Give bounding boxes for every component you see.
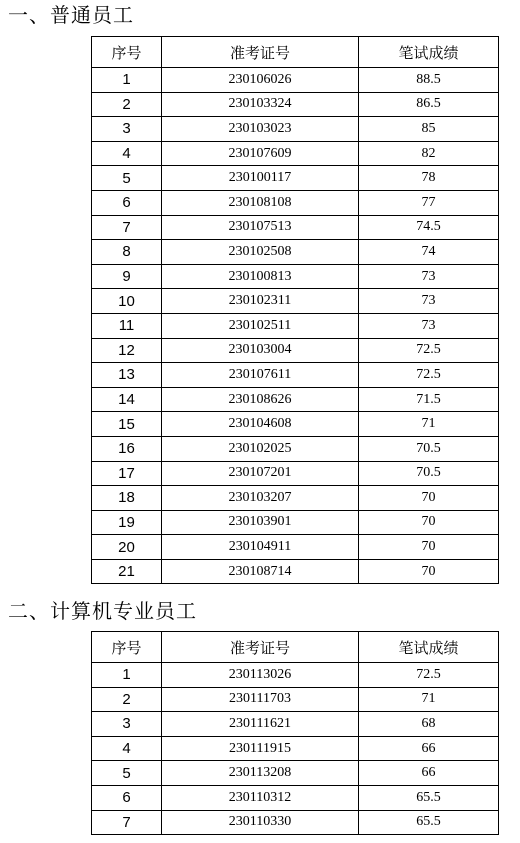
cell-written-score: 73 — [359, 313, 499, 338]
cell-exam-ticket-number: 230103901 — [162, 510, 359, 535]
cell-written-score: 72.5 — [359, 363, 499, 388]
cell-serial-number: 13 — [92, 363, 162, 388]
cell-exam-ticket-number: 230113026 — [162, 663, 359, 688]
cell-exam-ticket-number: 230103004 — [162, 338, 359, 363]
cell-written-score: 73 — [359, 264, 499, 289]
score-table-computer-staff — [91, 631, 499, 835]
cell-exam-ticket-number: 230108626 — [162, 387, 359, 412]
cell-exam-ticket-number: 230103324 — [162, 92, 359, 117]
cell-written-score: 74 — [359, 240, 499, 265]
cell-serial-number: 15 — [92, 412, 162, 437]
table-row — [92, 810, 499, 835]
cell-serial-number: 5 — [92, 166, 162, 191]
table-row — [92, 559, 499, 584]
table-row — [92, 141, 499, 166]
table-header-row — [92, 37, 499, 68]
cell-exam-ticket-number: 230107513 — [162, 215, 359, 240]
cell-exam-ticket-number: 230108108 — [162, 190, 359, 215]
cell-exam-ticket-number: 230104911 — [162, 535, 359, 560]
cell-exam-ticket-number: 230106026 — [162, 68, 359, 93]
table-row — [92, 785, 499, 810]
cell-written-score: 71.5 — [359, 387, 499, 412]
cell-serial-number: 8 — [92, 240, 162, 265]
cell-serial-number: 5 — [92, 761, 162, 786]
cell-exam-ticket-number: 230107201 — [162, 461, 359, 486]
cell-exam-ticket-number: 230111703 — [162, 687, 359, 712]
cell-serial-number: 11 — [92, 313, 162, 338]
header-exam-ticket-number: 准考证号 — [162, 632, 359, 663]
table-row — [92, 412, 499, 437]
cell-exam-ticket-number: 230100117 — [162, 166, 359, 191]
header-serial-number: 序号 — [92, 37, 162, 68]
table-row — [92, 712, 499, 737]
cell-serial-number: 17 — [92, 461, 162, 486]
cell-written-score: 70 — [359, 510, 499, 535]
cell-serial-number: 3 — [92, 712, 162, 737]
cell-exam-ticket-number: 230107611 — [162, 363, 359, 388]
cell-serial-number: 1 — [92, 663, 162, 688]
table-row — [92, 289, 499, 314]
table-row — [92, 190, 499, 215]
table-row — [92, 215, 499, 240]
cell-serial-number: 19 — [92, 510, 162, 535]
cell-written-score: 85 — [359, 117, 499, 142]
cell-written-score: 77 — [359, 190, 499, 215]
table-row — [92, 535, 499, 560]
cell-exam-ticket-number: 230110312 — [162, 785, 359, 810]
table-row — [92, 117, 499, 142]
header-serial-number: 序号 — [92, 632, 162, 663]
cell-serial-number: 20 — [92, 535, 162, 560]
table-row — [92, 387, 499, 412]
cell-exam-ticket-number: 230102508 — [162, 240, 359, 265]
cell-exam-ticket-number: 230103023 — [162, 117, 359, 142]
cell-serial-number: 9 — [92, 264, 162, 289]
table-row — [92, 510, 499, 535]
table-row — [92, 68, 499, 93]
cell-exam-ticket-number: 230103207 — [162, 486, 359, 511]
cell-serial-number: 6 — [92, 190, 162, 215]
cell-exam-ticket-number: 230111621 — [162, 712, 359, 737]
cell-exam-ticket-number: 230104608 — [162, 412, 359, 437]
cell-written-score: 72.5 — [359, 663, 499, 688]
cell-written-score: 68 — [359, 712, 499, 737]
cell-exam-ticket-number: 230107609 — [162, 141, 359, 166]
header-exam-ticket-number: 准考证号 — [162, 37, 359, 68]
cell-written-score: 82 — [359, 141, 499, 166]
cell-serial-number: 4 — [92, 736, 162, 761]
table-row — [92, 313, 499, 338]
section-title-computer-staff: 二、计算机专业员工 — [8, 599, 197, 623]
cell-written-score: 65.5 — [359, 785, 499, 810]
cell-serial-number: 7 — [92, 810, 162, 835]
table-header-row — [92, 632, 499, 663]
cell-written-score: 86.5 — [359, 92, 499, 117]
table-row — [92, 663, 499, 688]
cell-written-score: 70 — [359, 535, 499, 560]
cell-written-score: 72.5 — [359, 338, 499, 363]
cell-serial-number: 2 — [92, 687, 162, 712]
cell-written-score: 70.5 — [359, 461, 499, 486]
cell-serial-number: 7 — [92, 215, 162, 240]
header-written-score: 笔试成绩 — [359, 632, 499, 663]
table-row — [92, 264, 499, 289]
table-row — [92, 166, 499, 191]
cell-serial-number: 2 — [92, 92, 162, 117]
header-written-score: 笔试成绩 — [359, 37, 499, 68]
cell-exam-ticket-number: 230110330 — [162, 810, 359, 835]
score-table-general-staff — [91, 36, 499, 584]
cell-exam-ticket-number: 230113208 — [162, 761, 359, 786]
cell-written-score: 70 — [359, 486, 499, 511]
cell-written-score: 66 — [359, 736, 499, 761]
cell-written-score: 71 — [359, 412, 499, 437]
cell-exam-ticket-number: 230102025 — [162, 436, 359, 461]
table-row — [92, 363, 499, 388]
cell-serial-number: 21 — [92, 559, 162, 584]
cell-written-score: 65.5 — [359, 810, 499, 835]
cell-serial-number: 16 — [92, 436, 162, 461]
cell-serial-number: 12 — [92, 338, 162, 363]
cell-serial-number: 14 — [92, 387, 162, 412]
cell-written-score: 74.5 — [359, 215, 499, 240]
section-title-general-staff: 一、普通员工 — [8, 3, 134, 27]
cell-written-score: 71 — [359, 687, 499, 712]
table-row — [92, 736, 499, 761]
table-row — [92, 461, 499, 486]
cell-exam-ticket-number: 230111915 — [162, 736, 359, 761]
cell-serial-number: 3 — [92, 117, 162, 142]
table-row — [92, 687, 499, 712]
cell-serial-number: 6 — [92, 785, 162, 810]
cell-written-score: 70 — [359, 559, 499, 584]
cell-exam-ticket-number: 230102311 — [162, 289, 359, 314]
table-row — [92, 486, 499, 511]
cell-serial-number: 10 — [92, 289, 162, 314]
cell-written-score: 78 — [359, 166, 499, 191]
cell-serial-number: 4 — [92, 141, 162, 166]
table-row — [92, 338, 499, 363]
cell-written-score: 66 — [359, 761, 499, 786]
cell-written-score: 88.5 — [359, 68, 499, 93]
cell-exam-ticket-number: 230100813 — [162, 264, 359, 289]
table-row — [92, 92, 499, 117]
cell-exam-ticket-number: 230108714 — [162, 559, 359, 584]
table-row — [92, 761, 499, 786]
table-row — [92, 436, 499, 461]
cell-serial-number: 18 — [92, 486, 162, 511]
cell-exam-ticket-number: 230102511 — [162, 313, 359, 338]
cell-written-score: 73 — [359, 289, 499, 314]
cell-serial-number: 1 — [92, 68, 162, 93]
cell-written-score: 70.5 — [359, 436, 499, 461]
table-row — [92, 240, 499, 265]
